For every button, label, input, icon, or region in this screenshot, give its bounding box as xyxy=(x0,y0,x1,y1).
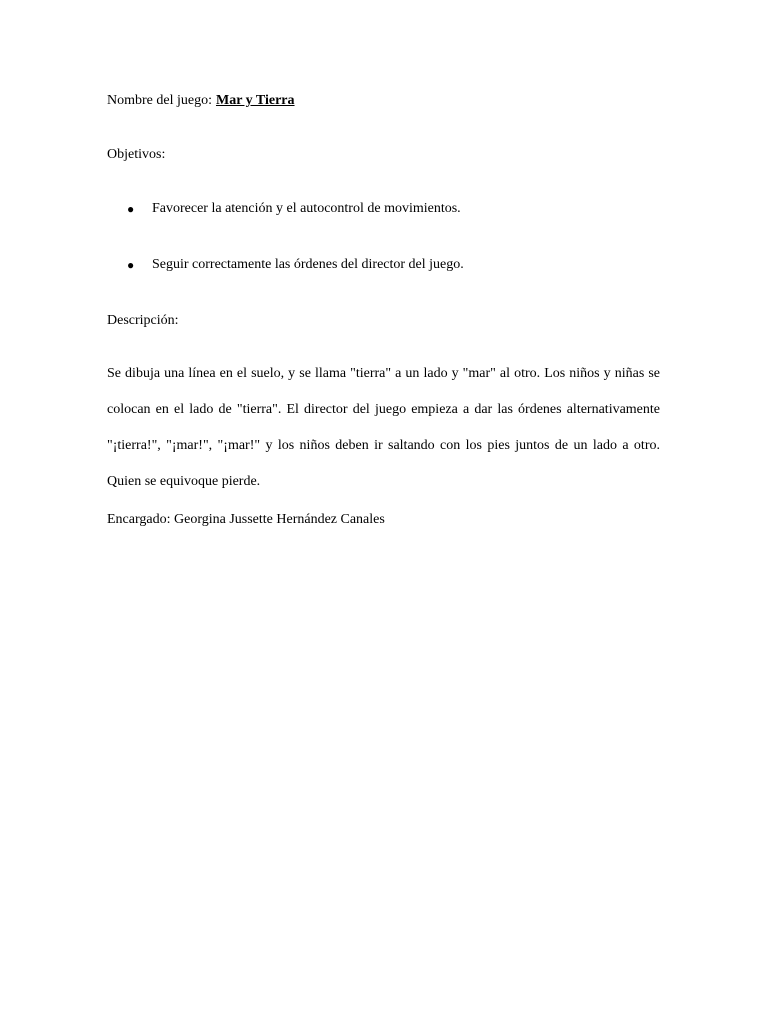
objective-item: Favorecer la atención y el autocontrol de movimientos. xyxy=(152,201,461,216)
game-name-line xyxy=(107,92,295,110)
game-name-value: Mar y Tierra xyxy=(215,93,295,108)
objectives-heading: Objetivos: xyxy=(107,147,166,162)
bullet-icon: ● xyxy=(127,202,135,216)
game-name-label: Nombre del juego: xyxy=(107,93,212,108)
description-heading: Descripción: xyxy=(107,313,179,328)
description-paragraph: Se dibuja una línea en el suelo, y se llama "tierra" a un lado y "mar" al otro. Los niños y niñas se colocan en el lado de "tierra". El director del juego empieza a dar las órdenes alternativamente "¡tierra!", "¡mar!", "¡mar!" y los niños deben ir saltando con los pies juntos de un lado a otro. Quien se equivoque pierde. xyxy=(107,366,660,489)
objective-item: Seguir correctamente las órdenes del director del juego. xyxy=(152,257,464,272)
encargado-line: Encargado: Georgina Jussette Hernández Canales xyxy=(107,512,385,527)
bullet-icon: ● xyxy=(127,258,135,272)
